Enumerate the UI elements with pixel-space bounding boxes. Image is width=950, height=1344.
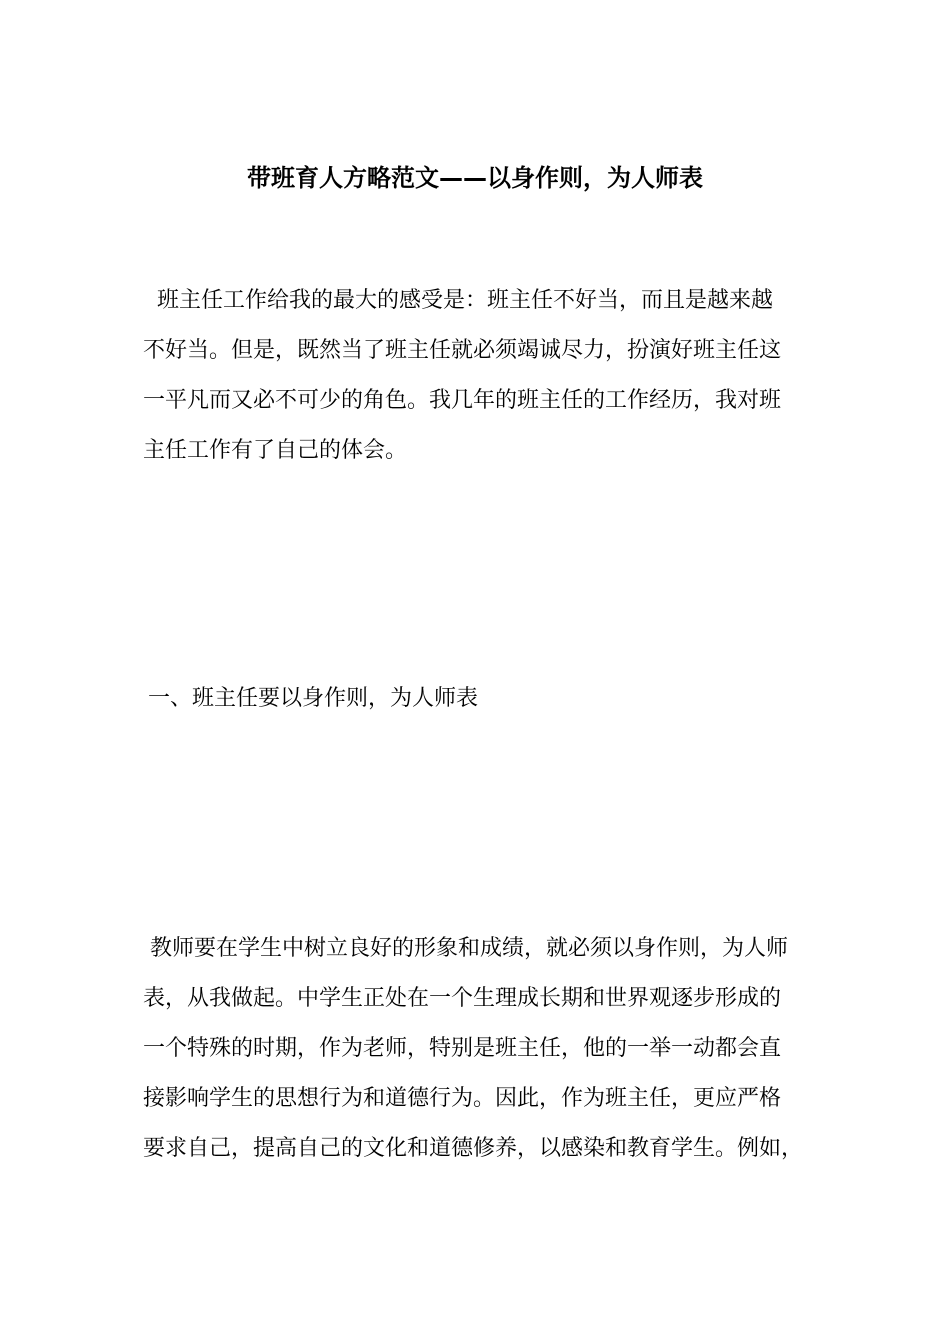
paragraph-line: 表，从我做起。中学生正处在一个生理成长期和世界观逐步形成的 <box>143 986 782 1011</box>
paragraph-line: 不好当。但是，既然当了班主任就必须竭诚尽力，扮演好班主任这 <box>143 338 782 363</box>
paragraph-line: 一平凡而又必不可少的角色。我几年的班主任的工作经历，我对班 <box>143 388 782 413</box>
document-title: 带班育人方略范文——以身作则，为人师表 <box>247 164 703 192</box>
paragraph-line: 一个特殊的时期，作为老师，特别是班主任，他的一举一动都会直 <box>143 1036 782 1061</box>
paragraph-line: 班主任工作给我的最大的感受是：班主任不好当，而且是越来越 <box>143 288 773 313</box>
paragraph-line: 要求自己，提高自己的文化和道德修养，以感染和教育学生。例如， <box>143 1136 804 1161</box>
paragraph-line: 接影响学生的思想行为和道德行为。因此，作为班主任，更应严格 <box>143 1086 782 1111</box>
section-heading: 一、班主任要以身作则，为人师表 <box>148 686 479 711</box>
paragraph-line: 教师要在学生中树立良好的形象和成绩，就必须以身作则，为人师 <box>143 936 788 961</box>
paragraph-line: 主任工作有了自己的体会。 <box>143 438 408 463</box>
